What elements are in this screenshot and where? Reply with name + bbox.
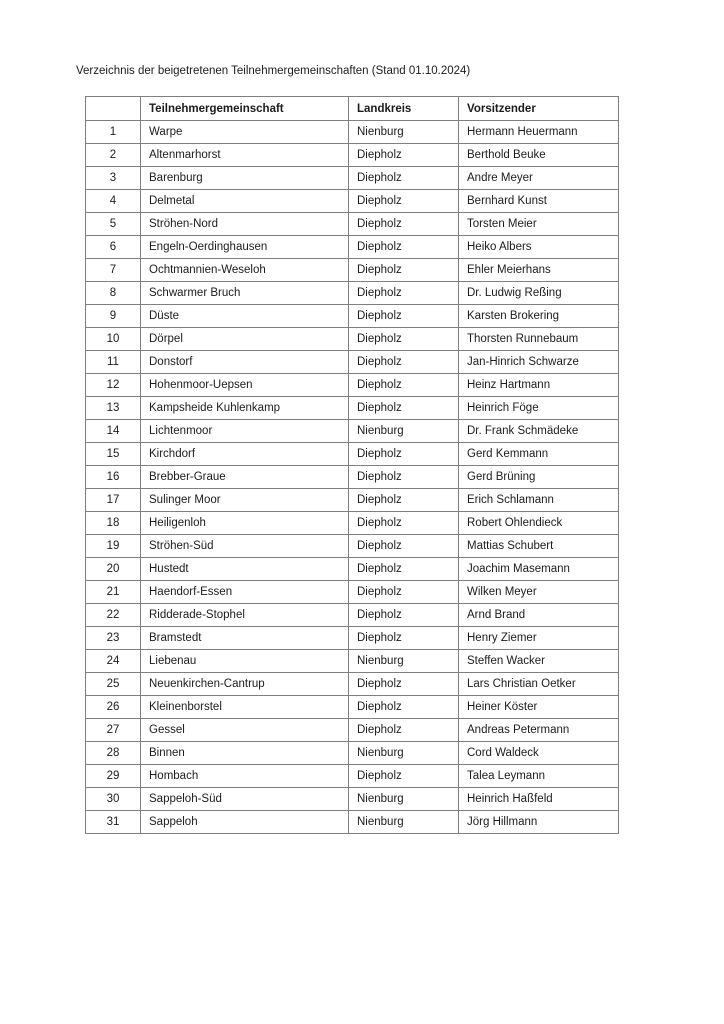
participants-table — [85, 96, 619, 834]
cell-nr: 12 — [86, 374, 141, 397]
table-row — [86, 742, 619, 765]
cell-nr: 5 — [86, 213, 141, 236]
cell-vorsitzender: Arnd Brand — [459, 604, 619, 627]
cell-landkreis: Diepholz — [349, 558, 459, 581]
table-row — [86, 581, 619, 604]
table-row — [86, 259, 619, 282]
cell-nr: 11 — [86, 351, 141, 374]
cell-nr: 8 — [86, 282, 141, 305]
cell-landkreis: Diepholz — [349, 627, 459, 650]
cell-nr: 3 — [86, 167, 141, 190]
table-row — [86, 650, 619, 673]
table-row — [86, 144, 619, 167]
table-row — [86, 558, 619, 581]
table-row — [86, 535, 619, 558]
cell-name: Sappeloh-Süd — [141, 788, 349, 811]
cell-vorsitzender: Andre Meyer — [459, 167, 619, 190]
header-vorsitzender: Vorsitzender — [459, 97, 619, 121]
table-row — [86, 443, 619, 466]
cell-vorsitzender: Bernhard Kunst — [459, 190, 619, 213]
cell-landkreis: Nienburg — [349, 742, 459, 765]
cell-landkreis: Diepholz — [349, 604, 459, 627]
cell-name: Binnen — [141, 742, 349, 765]
cell-vorsitzender: Jan-Hinrich Schwarze — [459, 351, 619, 374]
header-teilnehmergemeinschaft: Teilnehmergemeinschaft — [141, 97, 349, 121]
cell-name: Kirchdorf — [141, 443, 349, 466]
table-row — [86, 512, 619, 535]
cell-vorsitzender: Wilken Meyer — [459, 581, 619, 604]
cell-name: Bramstedt — [141, 627, 349, 650]
cell-landkreis: Diepholz — [349, 466, 459, 489]
cell-vorsitzender: Dr. Ludwig Reßing — [459, 282, 619, 305]
cell-vorsitzender: Gerd Kemmann — [459, 443, 619, 466]
cell-name: Engeln-Oerdinghausen — [141, 236, 349, 259]
cell-vorsitzender: Erich Schlamann — [459, 489, 619, 512]
cell-landkreis: Nienburg — [349, 650, 459, 673]
cell-name: Lichtenmoor — [141, 420, 349, 443]
cell-vorsitzender: Cord Waldeck — [459, 742, 619, 765]
cell-nr: 31 — [86, 811, 141, 834]
cell-vorsitzender: Hermann Heuermann — [459, 121, 619, 144]
cell-name: Neuenkirchen-Cantrup — [141, 673, 349, 696]
cell-nr: 18 — [86, 512, 141, 535]
cell-nr: 14 — [86, 420, 141, 443]
table-row — [86, 696, 619, 719]
table-row — [86, 719, 619, 742]
table-row — [86, 811, 619, 834]
cell-nr: 2 — [86, 144, 141, 167]
cell-vorsitzender: Torsten Meier — [459, 213, 619, 236]
cell-nr: 21 — [86, 581, 141, 604]
cell-vorsitzender: Jörg Hillmann — [459, 811, 619, 834]
table-header — [86, 97, 619, 121]
cell-landkreis: Diepholz — [349, 581, 459, 604]
cell-nr: 7 — [86, 259, 141, 282]
cell-landkreis: Diepholz — [349, 765, 459, 788]
table-row — [86, 167, 619, 190]
table-row — [86, 351, 619, 374]
cell-name: Gessel — [141, 719, 349, 742]
table-row — [86, 673, 619, 696]
cell-landkreis: Diepholz — [349, 719, 459, 742]
cell-nr: 17 — [86, 489, 141, 512]
cell-landkreis: Nienburg — [349, 788, 459, 811]
cell-landkreis: Diepholz — [349, 144, 459, 167]
table-row — [86, 466, 619, 489]
cell-vorsitzender: Robert Ohlendieck — [459, 512, 619, 535]
cell-nr: 28 — [86, 742, 141, 765]
table-row — [86, 420, 619, 443]
cell-vorsitzender: Heinrich Föge — [459, 397, 619, 420]
cell-name: Liebenau — [141, 650, 349, 673]
cell-vorsitzender: Heinrich Haßfeld — [459, 788, 619, 811]
cell-vorsitzender: Gerd Brüning — [459, 466, 619, 489]
cell-landkreis: Diepholz — [349, 328, 459, 351]
table-row — [86, 190, 619, 213]
cell-landkreis: Diepholz — [349, 696, 459, 719]
cell-vorsitzender: Heiko Albers — [459, 236, 619, 259]
cell-nr: 24 — [86, 650, 141, 673]
cell-name: Hohenmoor-Uepsen — [141, 374, 349, 397]
table-row — [86, 604, 619, 627]
cell-name: Barenburg — [141, 167, 349, 190]
cell-vorsitzender: Joachim Masemann — [459, 558, 619, 581]
cell-landkreis: Diepholz — [349, 167, 459, 190]
table-row — [86, 489, 619, 512]
table-row — [86, 627, 619, 650]
header-row — [86, 97, 619, 121]
cell-name: Ströhen-Nord — [141, 213, 349, 236]
cell-vorsitzender: Berthold Beuke — [459, 144, 619, 167]
cell-landkreis: Diepholz — [349, 282, 459, 305]
cell-nr: 16 — [86, 466, 141, 489]
table-body — [86, 121, 619, 834]
cell-name: Dörpel — [141, 328, 349, 351]
table-row — [86, 374, 619, 397]
cell-nr: 26 — [86, 696, 141, 719]
cell-vorsitzender: Lars Christian Oetker — [459, 673, 619, 696]
table-row — [86, 328, 619, 351]
cell-nr: 13 — [86, 397, 141, 420]
cell-name: Sulinger Moor — [141, 489, 349, 512]
cell-nr: 30 — [86, 788, 141, 811]
cell-name: Altenmarhorst — [141, 144, 349, 167]
cell-landkreis: Diepholz — [349, 190, 459, 213]
cell-nr: 4 — [86, 190, 141, 213]
cell-vorsitzender: Karsten Brokering — [459, 305, 619, 328]
header-number — [86, 97, 141, 121]
cell-nr: 29 — [86, 765, 141, 788]
cell-name: Haendorf-Essen — [141, 581, 349, 604]
cell-nr: 23 — [86, 627, 141, 650]
cell-name: Hustedt — [141, 558, 349, 581]
cell-nr: 22 — [86, 604, 141, 627]
cell-vorsitzender: Mattias Schubert — [459, 535, 619, 558]
cell-name: Kleinenborstel — [141, 696, 349, 719]
table-row — [86, 788, 619, 811]
cell-name: Ridderade-Stophel — [141, 604, 349, 627]
cell-vorsitzender: Heinz Hartmann — [459, 374, 619, 397]
cell-landkreis: Nienburg — [349, 420, 459, 443]
cell-name: Brebber-Graue — [141, 466, 349, 489]
cell-nr: 19 — [86, 535, 141, 558]
page-title: Verzeichnis der beigetretenen Teilnehmergemeinschaften (Stand 01.10.2024) — [76, 65, 471, 77]
cell-name: Düste — [141, 305, 349, 328]
cell-landkreis: Diepholz — [349, 489, 459, 512]
cell-name: Ströhen-Süd — [141, 535, 349, 558]
cell-vorsitzender: Andreas Petermann — [459, 719, 619, 742]
table-row — [86, 121, 619, 144]
cell-landkreis: Diepholz — [349, 351, 459, 374]
cell-name: Delmetal — [141, 190, 349, 213]
cell-landkreis: Diepholz — [349, 535, 459, 558]
cell-name: Sappeloh — [141, 811, 349, 834]
cell-landkreis: Nienburg — [349, 811, 459, 834]
cell-name: Hombach — [141, 765, 349, 788]
table-row — [86, 765, 619, 788]
cell-landkreis: Diepholz — [349, 443, 459, 466]
cell-vorsitzender: Heiner Köster — [459, 696, 619, 719]
cell-landkreis: Nienburg — [349, 121, 459, 144]
cell-landkreis: Diepholz — [349, 259, 459, 282]
table-row — [86, 213, 619, 236]
cell-vorsitzender: Ehler Meierhans — [459, 259, 619, 282]
table-row — [86, 397, 619, 420]
cell-landkreis: Diepholz — [349, 673, 459, 696]
cell-nr: 6 — [86, 236, 141, 259]
cell-name: Ochtmannien-Weseloh — [141, 259, 349, 282]
cell-nr: 9 — [86, 305, 141, 328]
cell-vorsitzender: Henry Ziemer — [459, 627, 619, 650]
cell-nr: 15 — [86, 443, 141, 466]
cell-name: Kampsheide Kuhlenkamp — [141, 397, 349, 420]
table-row — [86, 282, 619, 305]
table-row — [86, 236, 619, 259]
cell-nr: 20 — [86, 558, 141, 581]
cell-nr: 25 — [86, 673, 141, 696]
cell-name: Donstorf — [141, 351, 349, 374]
cell-name: Heiligenloh — [141, 512, 349, 535]
header-landkreis: Landkreis — [349, 97, 459, 121]
cell-nr: 27 — [86, 719, 141, 742]
cell-landkreis: Diepholz — [349, 374, 459, 397]
cell-nr: 1 — [86, 121, 141, 144]
cell-landkreis: Diepholz — [349, 236, 459, 259]
cell-vorsitzender: Talea Leymann — [459, 765, 619, 788]
table-row — [86, 305, 619, 328]
cell-vorsitzender: Steffen Wacker — [459, 650, 619, 673]
cell-vorsitzender: Dr. Frank Schmädeke — [459, 420, 619, 443]
cell-landkreis: Diepholz — [349, 512, 459, 535]
cell-name: Warpe — [141, 121, 349, 144]
cell-landkreis: Diepholz — [349, 213, 459, 236]
cell-vorsitzender: Thorsten Runnebaum — [459, 328, 619, 351]
cell-landkreis: Diepholz — [349, 397, 459, 420]
cell-landkreis: Diepholz — [349, 305, 459, 328]
cell-nr: 10 — [86, 328, 141, 351]
cell-name: Schwarmer Bruch — [141, 282, 349, 305]
